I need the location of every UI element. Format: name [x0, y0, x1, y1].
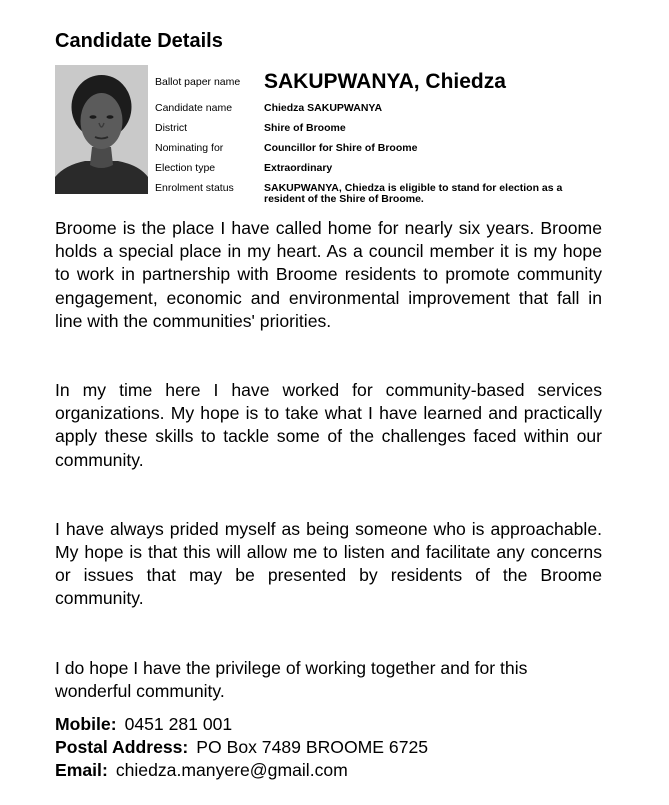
- ballot-name-value: SAKUPWANYA, Chiedza: [264, 69, 506, 93]
- postal-row: [55, 736, 428, 759]
- mobile-row: [55, 713, 428, 736]
- candidate-name-value: Chiedza SAKUPWANYA: [264, 102, 383, 114]
- postal-label: Postal Address:: [55, 737, 189, 758]
- contact-details: [55, 713, 428, 783]
- email-label: Email:: [55, 760, 108, 781]
- email-row: [55, 759, 428, 782]
- ballot-name-label: Ballot paper name: [155, 75, 241, 88]
- statement-paragraph-1: Broome is the place I have called home for nearly six years. Broome holds a special place in my heart. As a council member it is my hope to work in partnership with Broome residents to promote community engagement, economic and environmental improvement that fall in line with the communities' priorities.: [55, 218, 602, 331]
- election-type-row: [155, 158, 625, 178]
- statement-paragraph-4: I do hope I have the privilege of working together and for this wonderful community.: [55, 657, 528, 701]
- postal-value: PO Box 7489 BROOME 6725: [196, 737, 429, 758]
- candidate-statement: [55, 217, 602, 703]
- enrolment-label: Enrolment status: [155, 182, 234, 194]
- page-title: Candidate Details: [55, 30, 223, 52]
- nominating-label: Nominating for: [155, 142, 224, 154]
- district-label: District: [155, 122, 188, 134]
- candidate-name-label: Candidate name: [155, 102, 233, 114]
- district-value: Shire of Broome: [264, 122, 346, 134]
- candidate-photo: [55, 65, 148, 194]
- candidate-details-table: [155, 65, 625, 205]
- enrolment-value: SAKUPWANYA, Chiedza is eligible to stand for election as a resident of the Shire of Broome.: [264, 182, 563, 205]
- candidate-name-row: [155, 98, 625, 118]
- mobile-value: 0451 281 001: [124, 714, 233, 734]
- enrolment-row: [155, 178, 625, 205]
- district-row: [155, 118, 625, 138]
- candidate-portrait-icon: [55, 65, 148, 194]
- election-type-label: Election type: [155, 162, 216, 174]
- mobile-label: Mobile:: [55, 714, 117, 734]
- nominating-row: [155, 138, 625, 158]
- ballot-name-row: [155, 65, 625, 98]
- election-type-value: Extraordinary: [264, 162, 333, 174]
- email-value[interactable]: chiedza.manyere@gmail.com: [115, 760, 348, 781]
- nominating-value: Councillor for Shire of Broome: [264, 142, 418, 154]
- statement-paragraph-3: I have always prided myself as being someone who is approachable. My hope is that this will allow me to listen and facilitate any concerns or issues that may be presented by residents of the Broome community.: [55, 518, 602, 609]
- statement-paragraph-2: In my time here I have worked for community-based services organizations. My hope is to take what I have learned and practically apply these skills to tackle some of the challenges faced within our community.: [55, 380, 602, 470]
